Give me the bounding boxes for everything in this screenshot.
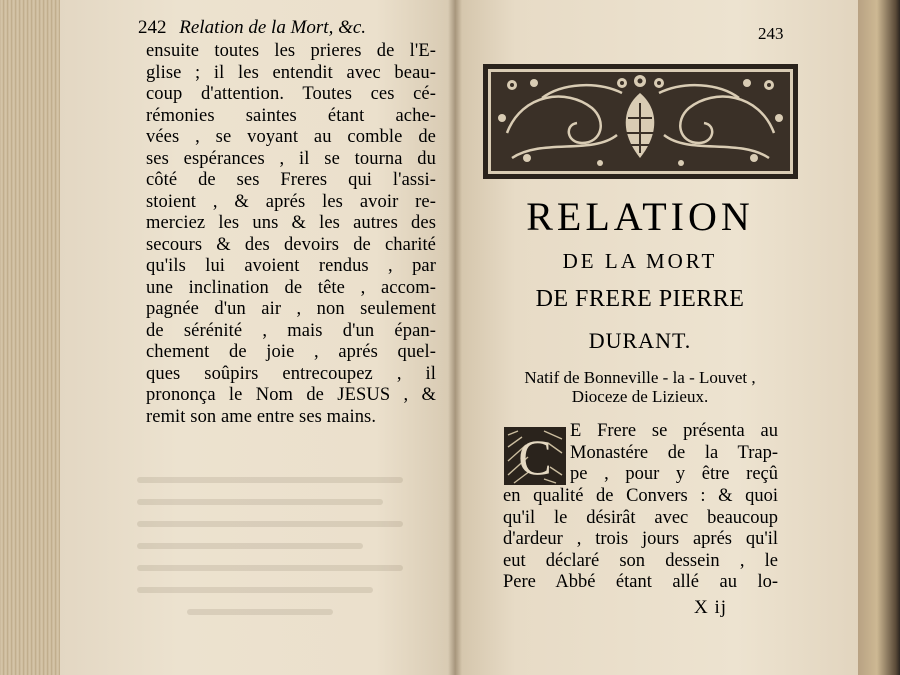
text-line: une inclination de tête , accom- bbox=[146, 277, 436, 298]
running-title: Relation de la Mort, &c. bbox=[179, 17, 367, 38]
running-head bbox=[138, 17, 366, 39]
title-durant: DURANT. bbox=[588, 328, 692, 353]
text-line: qu'ils lui avoient rendus , par bbox=[146, 256, 436, 276]
title-de-frere-pierre: DE FRERE PIERRE bbox=[535, 286, 745, 312]
right-page-number: 243 bbox=[758, 24, 784, 43]
text-line: Monastére de la Trap- bbox=[570, 442, 778, 463]
indented-paragraph-lines bbox=[570, 421, 778, 486]
text-line: prononça le Nom de JESUS , & bbox=[146, 385, 436, 405]
signature-mark: X ij bbox=[694, 597, 728, 618]
left-page-text bbox=[146, 41, 436, 428]
full-width-paragraph-lines bbox=[503, 486, 778, 594]
text-line: ses espérances , il se tourna du bbox=[146, 148, 436, 169]
text-line: stoient , & aprés les avoir re- bbox=[146, 191, 436, 212]
text-line-last: remit son ame entre ses mains. bbox=[146, 406, 377, 427]
text-line: pagnée d'un air , non seulement bbox=[146, 299, 436, 319]
diocese-line: Dioceze de Lizieux. bbox=[571, 387, 709, 406]
text-line: Pere Abbé étant allé au lo- bbox=[503, 572, 778, 592]
book-gutter bbox=[448, 0, 462, 675]
left-page-edges bbox=[0, 0, 61, 675]
text-line: coup d'attention. Toutes ces cé- bbox=[146, 84, 436, 104]
right-page-edges bbox=[858, 0, 900, 675]
title-relation: RELATION bbox=[526, 194, 754, 239]
woodcut-headpiece-ornament bbox=[482, 63, 799, 180]
text-line: ques soûpirs entrecoupez , il bbox=[146, 363, 436, 384]
text-line: ensuite toutes les prieres de l'E- bbox=[146, 41, 436, 61]
drop-cap-letter: C bbox=[518, 429, 552, 485]
text-line: en qualité de Convers : & quoi bbox=[503, 486, 778, 506]
text-line: de sérénité , mais d'un épan- bbox=[146, 320, 436, 341]
text-line: vées , se voyant au comble de bbox=[146, 127, 436, 147]
text-line: glise ; il les entendit avec beau- bbox=[146, 62, 436, 83]
text-line: rémonies saintes étant ache- bbox=[146, 105, 436, 126]
text-line: d'ardeur , trois jours aprés qu'il bbox=[503, 529, 778, 549]
decorated-drop-cap bbox=[504, 427, 566, 485]
text-line: E Frere se présenta au bbox=[570, 421, 778, 441]
show-through-texture bbox=[130, 470, 420, 637]
title-de-la-mort: DE LA MORT bbox=[562, 249, 718, 273]
text-line: merciez les uns & les autres des bbox=[146, 213, 436, 233]
text-line: pe , pour y être reçû bbox=[570, 464, 778, 484]
left-page-number: 242 bbox=[138, 17, 167, 38]
text-line: chement de joie , aprés quel- bbox=[146, 342, 436, 362]
text-line: qu'il le désirât avec beaucoup bbox=[503, 507, 778, 528]
text-line: eut déclaré son dessein , le bbox=[503, 550, 778, 571]
text-line: secours & des devoirs de charité bbox=[146, 234, 436, 255]
native-line: Natif de Bonneville - la - Louvet , bbox=[524, 368, 756, 387]
text-line: côté de ses Freres qui l'assi- bbox=[146, 170, 436, 190]
